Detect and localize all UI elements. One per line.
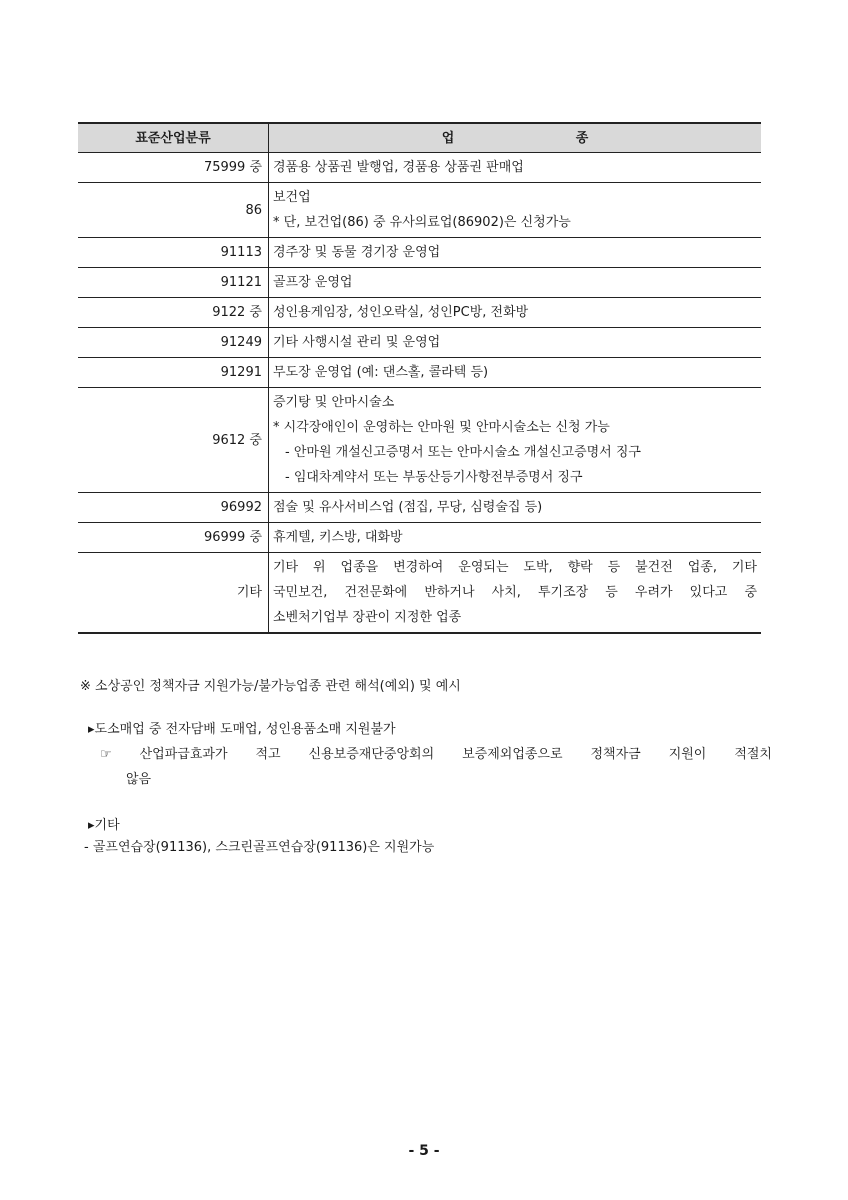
header-classification: 표준산업분류 bbox=[78, 123, 269, 153]
industry-code: 91291 bbox=[78, 358, 269, 388]
industry-description bbox=[269, 183, 762, 238]
detail-line-1: ☞ 산업파급효과가 적고 신용보증재단중앙회의 보증제외업종으로 정책자금 지원이 적절치 bbox=[100, 747, 772, 762]
description-line: 휴게텔, 키스방, 대화방 bbox=[273, 530, 403, 545]
description-line: 무도장 운영업 (예: 댄스홀, 콜라텍 등) bbox=[273, 365, 489, 380]
table-row bbox=[78, 493, 761, 523]
description-line: - 임대차계약서 또는 부동산등기사항전부증명서 징구 bbox=[285, 470, 583, 485]
table-body bbox=[78, 153, 761, 634]
note-item-wholesale: ▸도소매업 중 전자담배 도매업, 성인용품소매 지원불가 bbox=[88, 722, 396, 737]
description-line: 성인용게임장, 성인오락실, 성인PC방, 전화방 bbox=[273, 305, 529, 320]
industry-code: 기타 bbox=[78, 553, 269, 634]
industry-description bbox=[269, 493, 762, 523]
table-row bbox=[78, 268, 761, 298]
industry-code: 9122 중 bbox=[78, 298, 269, 328]
note-title: ※ 소상공인 정책자금 지원가능/불가능업종 관련 해석(예외) 및 예시 bbox=[80, 679, 461, 694]
description-line: 점술 및 유사서비스업 (점집, 무당, 심령술집 등) bbox=[273, 500, 543, 515]
industry-description bbox=[269, 523, 762, 553]
industry-description bbox=[269, 553, 762, 634]
industry-code: 75999 중 bbox=[78, 153, 269, 183]
industry-code: 86 bbox=[78, 183, 269, 238]
industry-description bbox=[269, 238, 762, 268]
description-line: * 시각장애인이 운영하는 안마원 및 안마시술소는 신청 가능 bbox=[273, 420, 610, 435]
description-line: * 단, 보건업(86) 중 유사의료업(86902)은 신청가능 bbox=[273, 215, 571, 230]
industry-description bbox=[269, 388, 762, 493]
page-number: - 5 - bbox=[408, 1143, 440, 1159]
table-row bbox=[78, 183, 761, 238]
industry-table bbox=[78, 122, 761, 634]
industry-code: 96999 중 bbox=[78, 523, 269, 553]
table-row bbox=[78, 523, 761, 553]
industry-description bbox=[269, 268, 762, 298]
industry-code: 91113 bbox=[78, 238, 269, 268]
detail-line-2: 않음 bbox=[126, 772, 152, 787]
table-row bbox=[78, 238, 761, 268]
industry-description bbox=[269, 153, 762, 183]
table-row bbox=[78, 358, 761, 388]
industry-code: 91249 bbox=[78, 328, 269, 358]
description-line: 증기탕 및 안마시술소 bbox=[273, 395, 395, 410]
industry-description bbox=[269, 298, 762, 328]
description-line: 골프장 운영업 bbox=[273, 275, 353, 290]
industry-code: 91121 bbox=[78, 268, 269, 298]
description-line: 보건업 bbox=[273, 190, 311, 205]
table-row bbox=[78, 153, 761, 183]
table-row bbox=[78, 553, 761, 634]
industry-code: 9612 중 bbox=[78, 388, 269, 493]
table-row bbox=[78, 388, 761, 493]
header-industry: 업 종 bbox=[269, 123, 762, 153]
table-header-row bbox=[78, 123, 761, 153]
note-item-etc-detail: - 골프연습장(91136), 스크린골프연습장(91136)은 지원가능 bbox=[84, 840, 435, 855]
industry-code: 96992 bbox=[78, 493, 269, 523]
description-line: 국민보건, 건전문화에 반하거나 사치, 투기조장 등 우려가 있다고 중 bbox=[273, 585, 757, 600]
industry-description bbox=[269, 358, 762, 388]
industry-description bbox=[269, 328, 762, 358]
description-line: 기타 위 업종을 변경하여 운영되는 도박, 향락 등 불건전 업종, 기타 bbox=[273, 560, 757, 575]
table-row bbox=[78, 298, 761, 328]
description-line: 기타 사행시설 관리 및 운영업 bbox=[273, 335, 441, 350]
description-line: 경주장 및 동물 경기장 운영업 bbox=[273, 245, 441, 260]
note-item-wholesale-detail bbox=[100, 742, 772, 792]
note-item-etc: ▸기타 bbox=[88, 818, 120, 833]
description-line: 소벤처기업부 장관이 지정한 업종 bbox=[273, 610, 462, 625]
table-row bbox=[78, 328, 761, 358]
description-line: 경품용 상품권 발행업, 경품용 상품권 판매업 bbox=[273, 160, 524, 175]
description-line: - 안마원 개설신고증명서 또는 안마시술소 개설신고증명서 징구 bbox=[285, 445, 641, 460]
